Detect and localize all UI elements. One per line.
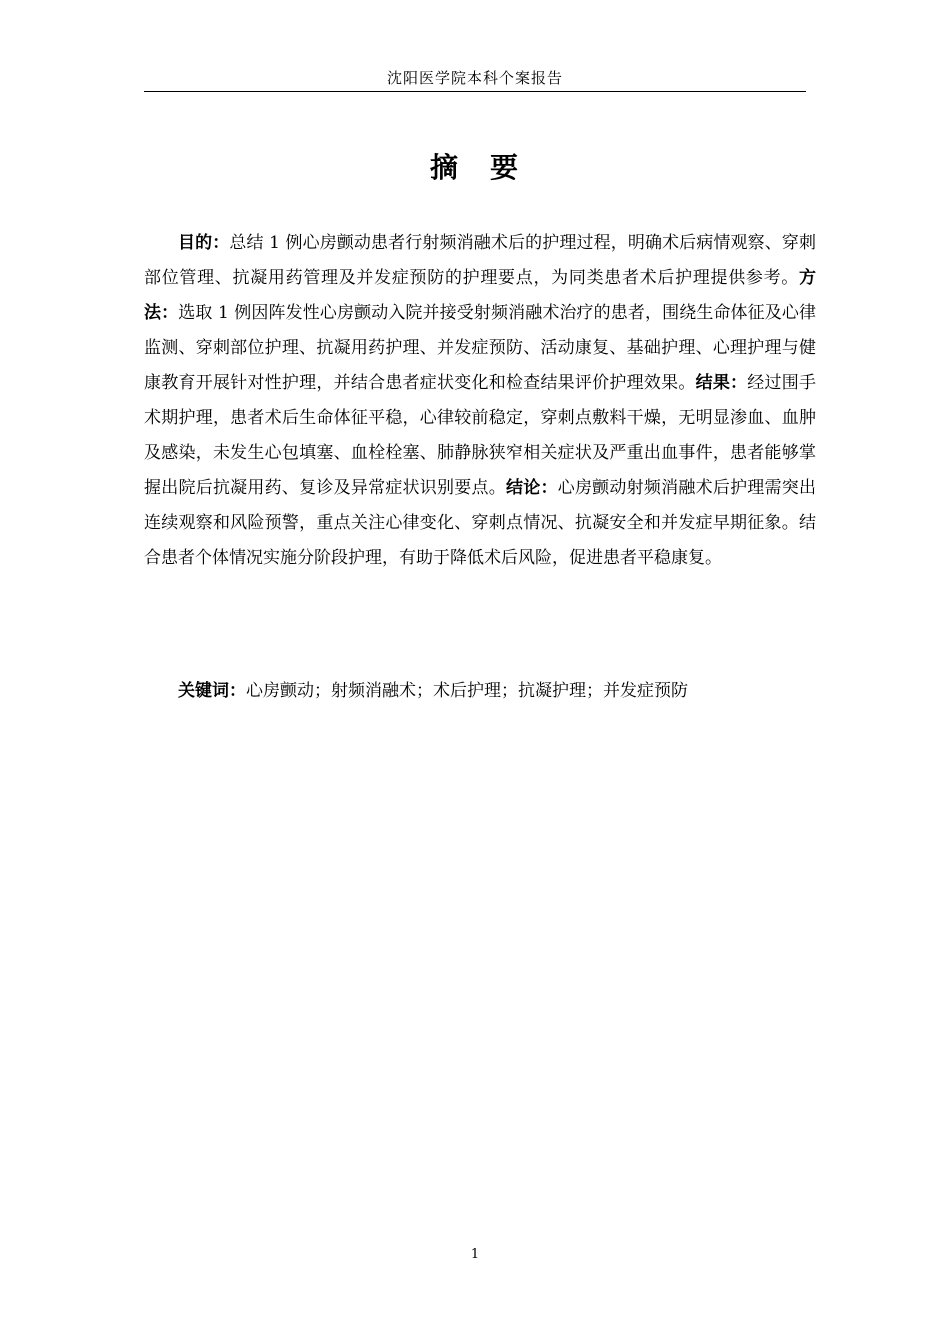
method-text: 选取 1 例因阵发性心房颤动入院并接受射频消融术治疗的患者，围绕生命体征及心律监测、穿刺部位护理、抗凝用药护理、并发症预防、活动康复、基础护理、心理护理与健康教育开展针对性护理，并结合患者症状变化和检查结果评价护理效果。: [144, 303, 817, 393]
keywords-label: 关键词：: [178, 681, 246, 701]
keywords-paragraph: [144, 674, 806, 709]
page-number: 1: [470, 1247, 480, 1262]
keywords-text: 心房颤动；射频消融术；术后护理；抗凝护理；并发症预防: [246, 681, 688, 701]
result-text: 经过围手术期护理，患者术后生命体征平稳，心律较前稳定，穿刺点敷料干燥，无明显渗血、血肿及感染，未发生心包填塞、血栓栓塞、肺静脉狭窄相关症状及严重出血事件，患者能够掌握出院后抗凝用药、复诊及异常症状识别要点。: [144, 373, 817, 498]
abstract-title: 摘 要: [429, 151, 520, 184]
abstract-paragraph: [144, 226, 816, 576]
conclusion-label: 结论：: [505, 478, 558, 498]
objective-text: 总结 1 例心房颤动患者行射频消融术后的护理过程，明确术后病情观察、穿刺部位管理、抗凝用药管理及并发症预防的护理要点，为同类患者术后护理提供参考。: [144, 233, 817, 288]
objective-label: 目的：: [178, 233, 230, 253]
conclusion-text: 心房颤动射频消融术后护理需突出连续观察和风险预警，重点关注心律变化、穿刺点情况、抗凝安全和并发症早期征象。结合患者个体情况实施分阶段护理，有助于降低术后风险，促进患者平稳康复。: [144, 478, 817, 568]
method-label: 方法：: [144, 268, 816, 323]
result-label: 结果：: [695, 373, 748, 393]
running-header: [144, 68, 806, 92]
running-header-title: 沈阳医学院本科个案报告: [386, 69, 563, 87]
